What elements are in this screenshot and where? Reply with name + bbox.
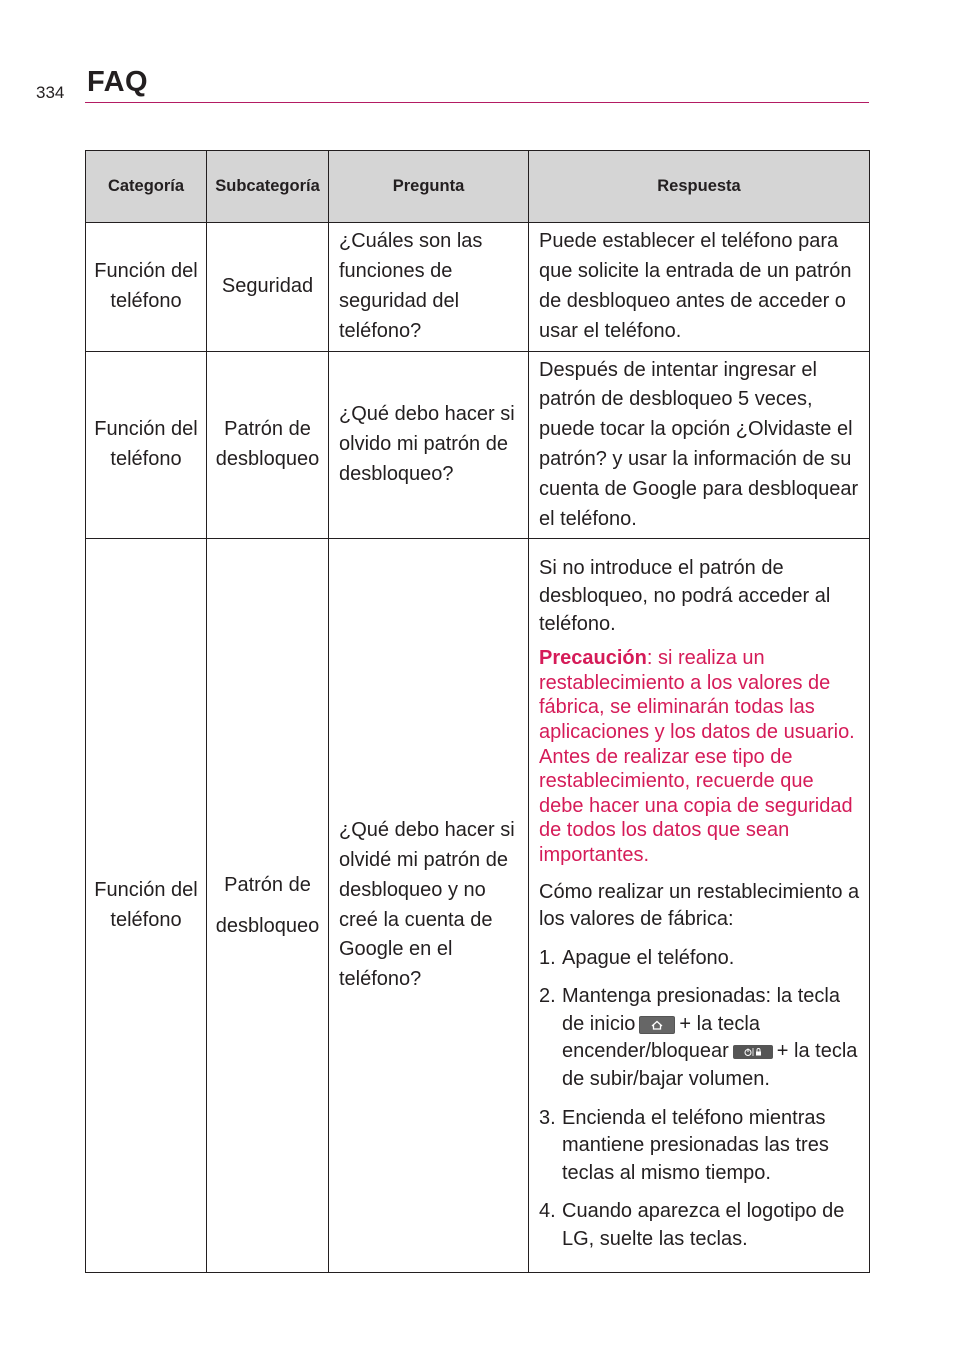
step-text-part: Mantenga presionadas: la tecla de inicio — [562, 985, 840, 1035]
step-item — [539, 1105, 863, 1188]
subcategory-cell: Patrón de desbloqueo — [207, 352, 329, 539]
subcategory-cell: Patrón de desbloqueo — [207, 539, 329, 1273]
step-number: 3. — [539, 1106, 556, 1129]
step-text: Cuando aparezca el logotipo de LG, suelte las teclas. — [562, 1200, 845, 1251]
home-key-icon — [639, 1016, 675, 1034]
column-header-category: Categoría — [86, 151, 207, 223]
caution-note — [539, 646, 863, 867]
step-text: Encienda el teléfono mientras mantiene presionadas las tres teclas al mismo tiempo. — [562, 1106, 829, 1184]
step-number: 1. — [539, 946, 556, 969]
step-text-part: + la tecla encender/bloquear — [562, 1012, 760, 1063]
step-number: 2. — [539, 985, 556, 1008]
question-cell: ¿Qué debo hacer si olvido mi patrón de desbloqueo? — [329, 352, 529, 539]
column-header-question: Pregunta — [329, 151, 529, 223]
caution-text: : si realiza un restablecimiento a los valores de fábrica, se eliminarán todas las aplicaciones y los datos de usuario. Antes de realizar ese tipo de restablecimiento, recuerde que debe hacer una copia de seguridad de todos los datos que sean importantes. — [539, 647, 855, 866]
power-lock-key-icon — [733, 1045, 773, 1059]
answer-cell: Puede establecer el teléfono para que solicite la entrada de un patrón de desbloqueo antes de acceder o usar el teléfono. — [529, 223, 870, 352]
step-item — [539, 945, 863, 973]
category-cell: Función del teléfono — [86, 539, 207, 1273]
step-item — [539, 983, 863, 1093]
table-row — [86, 352, 870, 539]
table-header-row — [86, 151, 870, 223]
category-cell: Función del teléfono — [86, 223, 207, 352]
step-text-part: + la tecla de subir/bajar volumen. — [562, 1040, 858, 1091]
step-item — [539, 1198, 863, 1253]
caution-label: Precaución — [539, 647, 647, 670]
question-cell: ¿Cuáles son las funciones de seguridad del teléfono? — [329, 223, 529, 352]
category-cell: Función del teléfono — [86, 352, 207, 539]
step-number: 4. — [539, 1200, 556, 1223]
column-header-answer: Respuesta — [529, 151, 870, 223]
subcategory-cell: Seguridad — [207, 223, 329, 352]
question-cell: ¿Qué debo hacer si olvidé mi patrón de desbloqueo y no creé la cuenta de Google en el teléfono? — [329, 539, 529, 1273]
table-row — [86, 539, 870, 1273]
table-row — [86, 223, 870, 352]
answer-cell: Después de intentar ingresar el patrón de desbloqueo 5 veces, puede tocar la opción ¿Olvidaste el patrón? y usar la información de su cuenta de Google para desbloquear el teléfono. — [529, 352, 870, 539]
answer-intro: Si no introduce el patrón de desbloqueo, no podrá acceder al teléfono. — [539, 557, 831, 635]
page-number: 334 — [36, 83, 65, 102]
faq-table — [85, 150, 870, 1273]
title-divider — [85, 102, 869, 103]
column-header-subcategory: Subcategoría — [207, 151, 329, 223]
page-title: FAQ — [87, 66, 149, 98]
step-text: Apague el teléfono. — [562, 946, 735, 969]
answer-cell — [529, 539, 870, 1273]
howto-heading: Cómo realizar un restablecimiento a los valores de fábrica: — [539, 880, 860, 931]
step-text — [562, 983, 863, 1093]
